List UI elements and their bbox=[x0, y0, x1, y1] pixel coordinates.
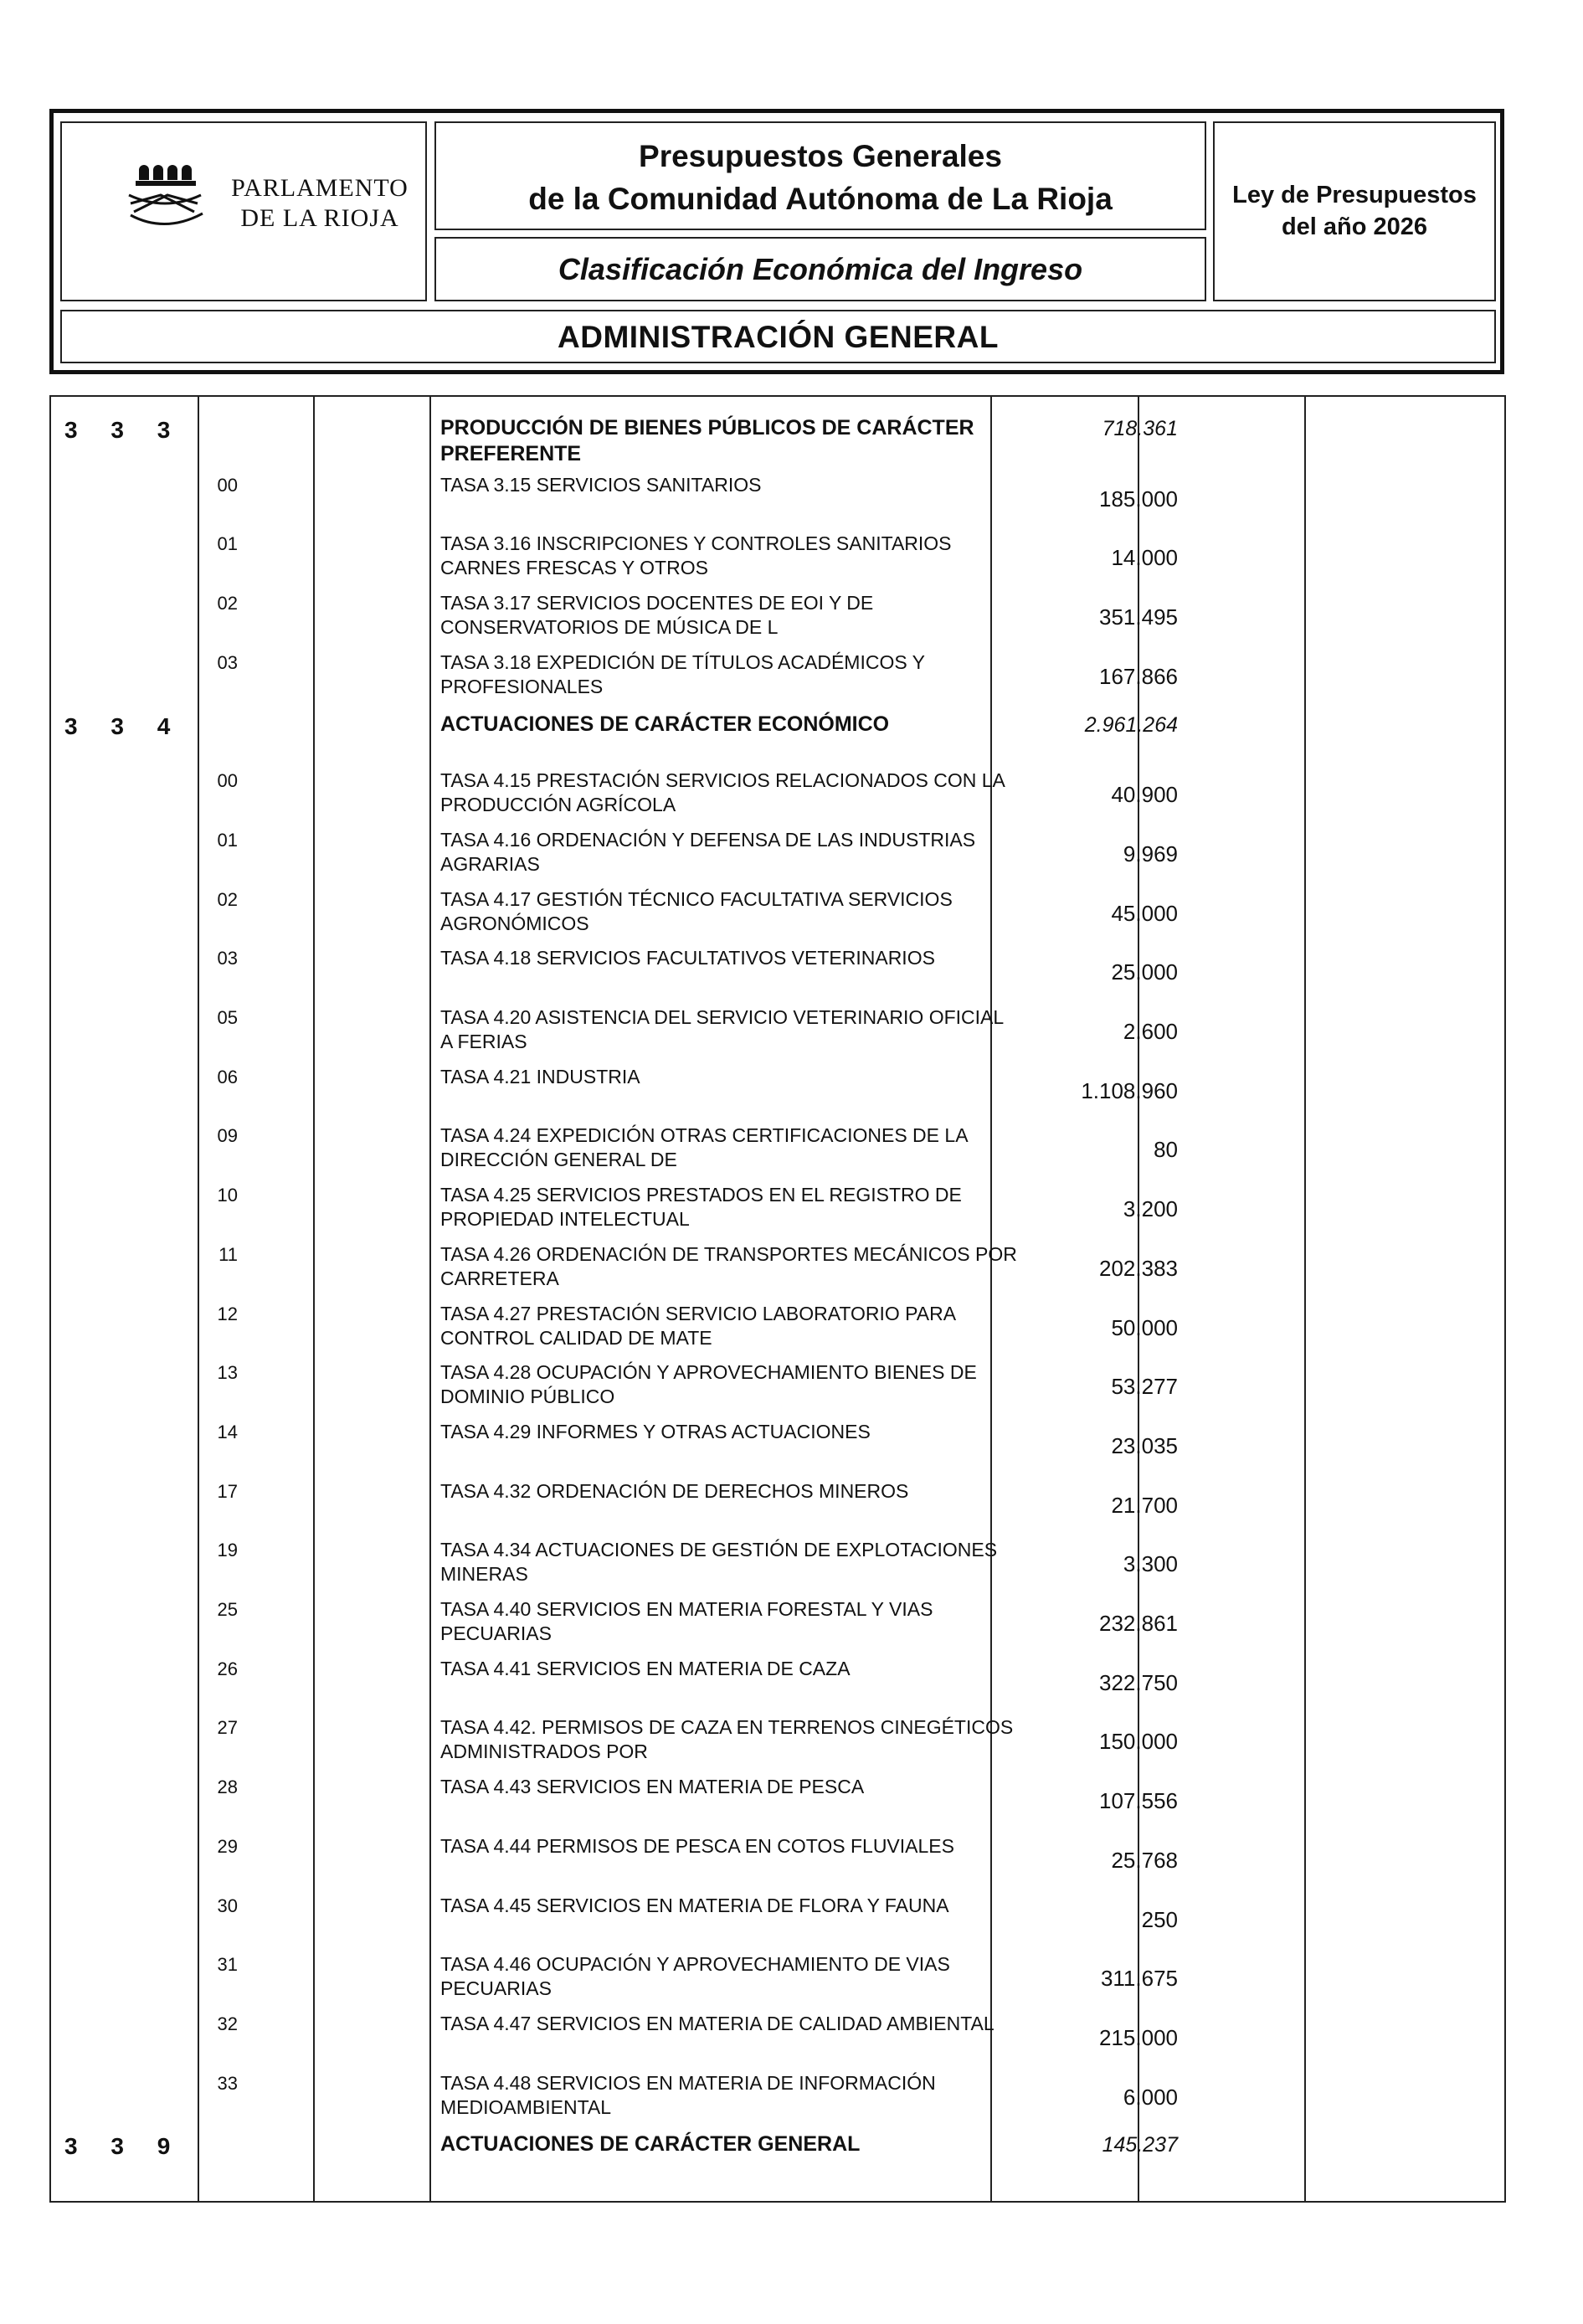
row-subconcept: 32 bbox=[217, 2013, 238, 2034]
table-row bbox=[49, 934, 1506, 993]
table-row bbox=[49, 816, 1506, 875]
administration-box bbox=[60, 310, 1496, 363]
row-subconcept: 01 bbox=[217, 533, 238, 555]
logo-box bbox=[60, 121, 427, 301]
table-row bbox=[49, 1586, 1506, 1644]
row-description: TASA 4.26 ORDENACIÓN DE TRANSPORTES MECÁNICOS POR CARRETERA bbox=[440, 1242, 1017, 1289]
row-description: TASA 4.29 INFORMES Y OTRAS ACTUACIONES bbox=[440, 1420, 871, 1442]
row-description: TASA 4.44 PERMISOS DE PESCA EN COTOS FLUVIALES bbox=[440, 1834, 954, 1857]
subtitle: Clasificación Económica del Ingreso bbox=[558, 252, 1083, 286]
row-subconcept: 02 bbox=[217, 888, 238, 910]
row-subconcept: 25 bbox=[217, 1599, 238, 1620]
row-amount: 25.768 bbox=[1111, 1847, 1178, 1873]
table-row bbox=[49, 1171, 1506, 1230]
row-subconcept: 01 bbox=[217, 829, 238, 851]
row-amount: 250 bbox=[1141, 1906, 1178, 1932]
table-row bbox=[49, 2000, 1506, 2059]
row-amount: 145.237 bbox=[1102, 2133, 1178, 2157]
row-amount: 311.675 bbox=[1100, 1966, 1178, 1992]
administration-title: ADMINISTRACIÓN GENERAL bbox=[558, 320, 999, 354]
table-row bbox=[49, 2059, 1506, 2118]
row-description: TASA 4.46 OCUPACIÓN Y APROVECHAMIENTO DE VIAS PECUARIAS bbox=[440, 1953, 950, 2000]
table-row bbox=[49, 1468, 1506, 1526]
row-code: 3 3 4 bbox=[64, 712, 184, 739]
table-row bbox=[49, 1526, 1506, 1585]
row-amount: 215.000 bbox=[1099, 2024, 1178, 2050]
row-description: PRODUCCIÓN DE BIENES PÚBLICOS DE CARÁCTER PREFERENTE bbox=[440, 416, 974, 465]
row-amount: 53.277 bbox=[1111, 1374, 1178, 1400]
row-description: TASA 4.45 SERVICIOS EN MATERIA DE FLORA Y FAUNA bbox=[440, 1894, 949, 1916]
row-amount: 2.600 bbox=[1123, 1019, 1178, 1044]
row-code: 3 3 9 bbox=[64, 2133, 184, 2160]
row-description: TASA 4.28 OCUPACIÓN Y APROVECHAMIENTO BIENES DE DOMINIO PÚBLICO bbox=[440, 1361, 977, 1408]
row-description: TASA 4.20 ASISTENCIA DEL SERVICIO VETERINARIO OFICIAL A FERIAS bbox=[440, 1006, 1004, 1052]
row-description: TASA 4.27 PRESTACIÓN SERVICIO LABORATORIO PARA CONTROL CALIDAD DE MATE bbox=[440, 1302, 955, 1349]
row-amount: 2.961.264 bbox=[1084, 712, 1178, 737]
row-amount: 80 bbox=[1154, 1137, 1178, 1163]
section-row bbox=[49, 402, 1506, 465]
row-amount: 45.000 bbox=[1111, 900, 1178, 926]
row-subconcept: 19 bbox=[217, 1540, 238, 1561]
row-amount: 25.000 bbox=[1111, 959, 1178, 985]
row-description: ACTUACIONES DE CARÁCTER ECONÓMICO bbox=[440, 712, 890, 736]
row-subconcept: 13 bbox=[217, 1362, 238, 1384]
row-description: TASA 4.18 SERVICIOS FACULTATIVOS VETERINARIOS bbox=[440, 947, 935, 969]
table-row bbox=[49, 1823, 1506, 1881]
title-line-2: de la Comunidad Autónoma de La Rioja bbox=[528, 182, 1113, 216]
row-subconcept: 10 bbox=[217, 1185, 238, 1206]
row-description: TASA 4.43 SERVICIOS EN MATERIA DE PESCA bbox=[440, 1776, 865, 1798]
row-amount: 718.361 bbox=[1102, 417, 1178, 440]
row-amount: 202.383 bbox=[1099, 1255, 1178, 1281]
row-amount: 9.969 bbox=[1123, 841, 1178, 866]
row-subconcept: 14 bbox=[217, 1421, 238, 1442]
law-box bbox=[1213, 121, 1496, 301]
row-description: ACTUACIONES DE CARÁCTER GENERAL bbox=[440, 2132, 861, 2157]
subtitle-box bbox=[434, 237, 1206, 301]
row-amount: 232.861 bbox=[1099, 1611, 1178, 1636]
row-amount: 351.495 bbox=[1099, 604, 1178, 630]
row-subconcept: 00 bbox=[217, 770, 238, 792]
row-description: TASA 4.24 EXPEDICIÓN OTRAS CERTIFICACIONES DE LA DIRECCIÓN GENERAL DE bbox=[440, 1124, 968, 1171]
title-box bbox=[434, 121, 1206, 230]
row-description: TASA 4.16 ORDENACIÓN Y DEFENSA DE LAS INDUSTRIAS AGRARIAS bbox=[440, 828, 976, 875]
table-row bbox=[49, 1053, 1506, 1112]
section-row bbox=[49, 698, 1506, 757]
table-row bbox=[49, 994, 1506, 1052]
row-subconcept: 03 bbox=[217, 651, 238, 673]
table-row bbox=[49, 1290, 1506, 1349]
table-row bbox=[49, 1231, 1506, 1289]
row-description: TASA 4.17 GESTIÓN TÉCNICO FACULTATIVA SERVICIOS AGRONÓMICOS bbox=[440, 887, 953, 934]
row-subconcept: 11 bbox=[218, 1243, 238, 1265]
row-subconcept: 12 bbox=[217, 1303, 238, 1324]
row-subconcept: 00 bbox=[217, 474, 238, 496]
row-amount: 14.000 bbox=[1111, 545, 1178, 571]
logo-text bbox=[221, 173, 419, 234]
law-line-2: del año 2026 bbox=[1281, 213, 1428, 240]
title-line-1: Presupuestos Generales bbox=[639, 139, 1002, 173]
law-line-1: Ley de Presupuestos bbox=[1232, 182, 1477, 208]
table-row bbox=[49, 757, 1506, 815]
row-subconcept: 03 bbox=[217, 948, 238, 969]
row-subconcept: 31 bbox=[217, 1954, 238, 1976]
row-amount: 167.866 bbox=[1099, 663, 1178, 689]
row-subconcept: 28 bbox=[217, 1776, 238, 1798]
row-amount: 3.200 bbox=[1123, 1196, 1178, 1222]
row-description: TASA 4.25 SERVICIOS PRESTADOS EN EL REGISTRO DE PROPIEDAD INTELECTUAL bbox=[440, 1184, 962, 1231]
row-description: TASA 4.32 ORDENACIÓN DE DERECHOS MINEROS bbox=[440, 1479, 909, 1502]
row-description: TASA 4.40 SERVICIOS EN MATERIA FORESTAL Y VIAS PECUARIAS bbox=[440, 1598, 933, 1644]
row-subconcept: 05 bbox=[217, 1007, 238, 1028]
row-amount: 23.035 bbox=[1111, 1432, 1178, 1458]
row-subconcept: 33 bbox=[217, 2072, 238, 2094]
row-description: TASA 4.21 INDUSTRIA bbox=[440, 1065, 640, 1087]
row-amount: 3.300 bbox=[1123, 1551, 1178, 1577]
row-amount: 322.750 bbox=[1099, 1669, 1178, 1695]
logo-line-1: PARLAMENTO bbox=[231, 174, 409, 202]
row-code: 3 3 3 bbox=[64, 417, 184, 443]
parliament-emblem-icon bbox=[127, 153, 211, 237]
table-row bbox=[49, 1645, 1506, 1704]
row-description: TASA 4.15 PRESTACIÓN SERVICIOS RELACIONADOS CON LA PRODUCCIÓN AGRÍCOLA bbox=[440, 769, 1005, 816]
row-subconcept: 02 bbox=[217, 593, 238, 614]
table-row bbox=[49, 1349, 1506, 1407]
table-row bbox=[49, 1704, 1506, 1762]
row-description: TASA 4.48 SERVICIOS EN MATERIA DE INFORMACIÓN MEDIOAMBIENTAL bbox=[440, 2071, 936, 2118]
row-amount: 6.000 bbox=[1123, 2084, 1178, 2110]
row-description: TASA 4.34 ACTUACIONES DE GESTIÓN DE EXPLOTACIONES MINERAS bbox=[440, 1539, 998, 1586]
row-description: TASA 4.41 SERVICIOS EN MATERIA DE CAZA bbox=[440, 1657, 851, 1679]
row-amount: 1.108.960 bbox=[1081, 1077, 1178, 1103]
row-subconcept: 09 bbox=[217, 1125, 238, 1147]
row-subconcept: 17 bbox=[217, 1480, 238, 1502]
row-description: TASA 3.18 EXPEDICIÓN DE TÍTULOS ACADÉMICOS Y PROFESIONALES bbox=[440, 650, 925, 697]
table-row bbox=[49, 1763, 1506, 1822]
row-description: TASA 4.47 SERVICIOS EN MATERIA DE CALIDAD AMBIENTAL bbox=[440, 2012, 995, 2034]
table-row bbox=[49, 520, 1506, 578]
row-description: TASA 3.16 INSCRIPCIONES Y CONTROLES SANITARIOS CARNES FRESCAS Y OTROS bbox=[440, 532, 952, 579]
table-row bbox=[49, 876, 1506, 934]
table-row bbox=[49, 1941, 1506, 1999]
row-amount: 21.700 bbox=[1111, 1492, 1178, 1518]
row-amount: 40.900 bbox=[1111, 782, 1178, 808]
row-description: TASA 4.42. PERMISOS DE CAZA EN TERRENOS CINEGÉTICOS ADMINISTRADOS POR bbox=[440, 1716, 1014, 1763]
row-subconcept: 06 bbox=[217, 1066, 238, 1087]
row-subconcept: 27 bbox=[217, 1717, 238, 1739]
row-subconcept: 29 bbox=[217, 1835, 238, 1857]
table-row bbox=[49, 639, 1506, 697]
table-row bbox=[49, 461, 1506, 520]
table-row bbox=[49, 1882, 1506, 1941]
row-description: TASA 3.15 SERVICIOS SANITARIOS bbox=[440, 473, 762, 496]
row-subconcept: 26 bbox=[217, 1658, 238, 1679]
row-amount: 50.000 bbox=[1111, 1314, 1178, 1340]
row-amount: 150.000 bbox=[1099, 1729, 1178, 1755]
section-row bbox=[49, 2118, 1506, 2177]
row-amount: 107.556 bbox=[1099, 1788, 1178, 1814]
row-amount: 185.000 bbox=[1099, 486, 1178, 512]
table-row bbox=[49, 1112, 1506, 1170]
table-row bbox=[49, 1408, 1506, 1467]
row-description: TASA 3.17 SERVICIOS DOCENTES DE EOI Y DE CONSERVATORIOS DE MÚSICA DE L bbox=[440, 592, 874, 639]
table-row bbox=[49, 579, 1506, 638]
logo-line-2: DE LA RIOJA bbox=[240, 204, 399, 232]
row-subconcept: 30 bbox=[217, 1895, 238, 1916]
